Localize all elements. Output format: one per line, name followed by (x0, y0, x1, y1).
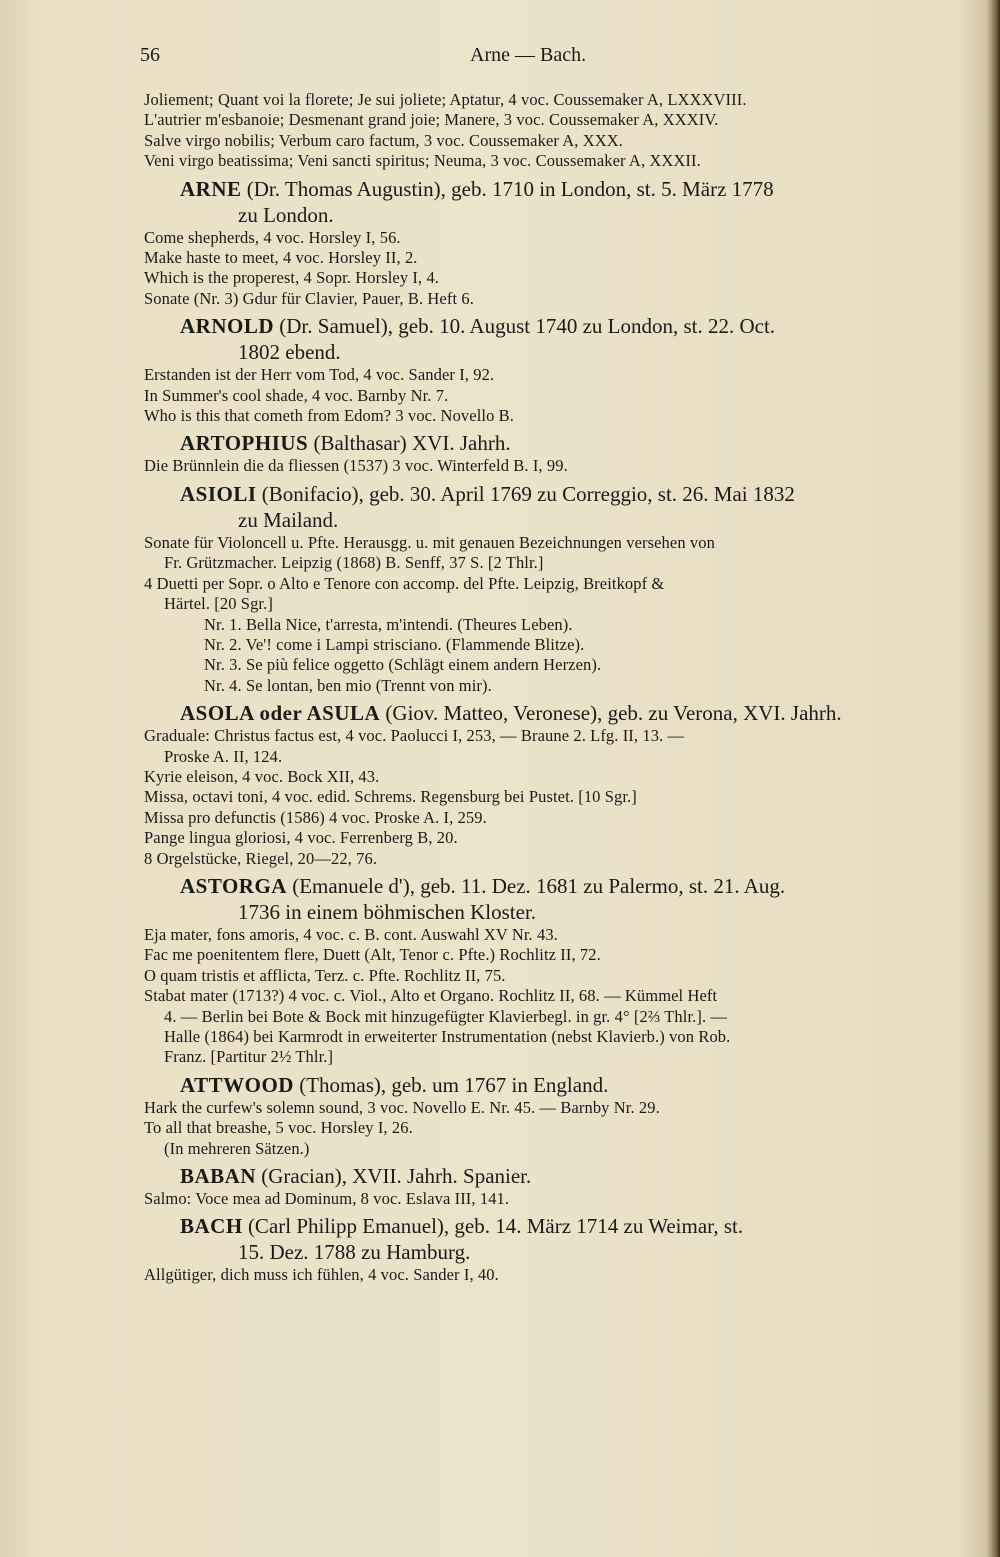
work-entry-line: 4. — Berlin bei Bote & Bock mit hinzugefügter Klavierbegl. in gr. 4° [2⅔ Thlr.]. — (164, 1006, 728, 1026)
composer-name: BABAN (180, 1164, 257, 1189)
composer-details: (Carl Philipp Emanuel), geb. 14. März 1714 zu Weimar, st. (242, 1214, 744, 1239)
composer-details: (Balthasar) XVI. Jahrh. (308, 431, 511, 456)
work-entry-line: Sonate (Nr. 3) Gdur für Clavier, Pauer, B. Heft 6. (144, 288, 474, 308)
work-entry-line: Missa, octavi toni, 4 voc. edid. Schrems. Regensburg bei Pustet. [10 Sgr.] (144, 787, 637, 807)
composer-name: ASOLA oder ASULA (180, 701, 381, 726)
composer-details: (Gracian), XVII. Jahrh. Spanier. (256, 1164, 532, 1189)
composer-name: ATTWOOD (180, 1072, 294, 1097)
composer-name: ASIOLI (180, 481, 257, 506)
composer-name: ARTOPHIUS (180, 431, 309, 456)
composer-name: BACH (180, 1214, 243, 1239)
work-entry-line: Who is this that cometh from Edom? 3 voc. Novello B. (144, 406, 514, 426)
work-entry-line: Allgütiger, dich muss ich fühlen, 4 voc. Sander I, 40. (144, 1265, 499, 1285)
work-entry-line: Die Brünnlein die da fliessen (1537) 3 voc. Winterfeld B. I, 99. (144, 456, 568, 476)
work-entry-line: Nr. 4. Se lontan, ben mio (Trennt von mir). (204, 675, 492, 695)
composer-details: (Dr. Samuel), geb. 10. August 1740 zu London, st. 22. Oct. (274, 314, 776, 339)
composer-heading (144, 176, 924, 202)
composer-heading (144, 1072, 924, 1098)
work-entry-line: Stabat mater (1713?) 4 voc. c. Viol., Alto et Organo. Rochlitz II, 68. — Kümmel Heft (144, 986, 718, 1006)
work-entry-line: Nr. 3. Se più felice oggetto (Schlägt einem andern Herzen). (204, 655, 602, 675)
work-entry-line: (In mehreren Sätzen.) (164, 1138, 310, 1158)
work-entry-line: 4 Duetti per Sopr. o Alto e Tenore con accomp. del Pfte. Leipzig, Breitkopf & (144, 573, 665, 593)
work-entry-line: Which is the properest, 4 Sopr. Horsley I, 4. (144, 268, 440, 288)
composer-heading (144, 1163, 924, 1189)
work-entry-line: Kyrie eleison, 4 voc. Bock XII, 43. (144, 766, 380, 786)
composer-details: (Dr. Thomas Augustin), geb. 1710 in London, st. 5. März 1778 (241, 176, 774, 201)
composer-heading (144, 313, 924, 339)
composer-name: ASTORGA (180, 873, 287, 898)
work-entry-line: 8 Orgelstücke, Riegel, 20—22, 76. (144, 848, 378, 868)
catalog-text (144, 90, 924, 1286)
composer-heading (144, 430, 924, 456)
composer-heading-continuation: zu Mailand. (238, 507, 339, 532)
work-entry-line: Proske A. II, 124. (164, 746, 283, 766)
work-entry-line: Fac me poenitentem flere, Duett (Alt, Tenor c. Pfte.) Rochlitz II, 72. (144, 945, 601, 965)
composer-heading-continuation: 1736 in einem böhmischen Kloster. (238, 899, 537, 924)
composer-heading-continuation: 15. Dez. 1788 zu Hamburg. (238, 1240, 471, 1265)
composer-heading (144, 481, 924, 507)
work-entry-line: Eja mater, fons amoris, 4 voc. c. B. cont. Auswahl XV Nr. 43. (144, 924, 558, 944)
work-entry-line: Nr. 2. Ve'! come i Lampi strisciano. (Flammende Blitze). (204, 634, 585, 654)
work-entry-line: Salve virgo nobilis; Verbum caro factum, 3 voc. Coussemaker A, XXX. (144, 130, 624, 150)
running-head (140, 44, 920, 74)
composer-heading (144, 1213, 924, 1239)
composer-name: ARNOLD (180, 314, 275, 339)
work-entry-line: Missa pro defunctis (1586) 4 voc. Proske A. I, 259. (144, 807, 487, 827)
book-binding-shadow (986, 0, 1000, 1557)
work-entry-line: O quam tristis et afflicta, Terz. c. Pfte. Rochlitz II, 75. (144, 965, 506, 985)
work-entry-line: Nr. 1. Bella Nice, t'arresta, m'intendi. (Theures Leben). (204, 614, 573, 634)
work-entry-line: Fr. Grützmacher. Leipzig (1868) B. Senff, 37 S. [2 Thlr.] (164, 553, 544, 573)
work-entry-line: Joliement; Quant voi la florete; Je sui joliete; Aptatur, 4 voc. Coussemaker A, LXXXVIII. (144, 90, 747, 109)
work-entry-line: L'autrier m'esbanoie; Desmenant grand joie; Manere, 3 voc. Coussemaker A, XXXIV. (144, 110, 719, 130)
page-number: 56 (140, 44, 160, 66)
composer-details: (Thomas), geb. um 1767 in England. (293, 1072, 609, 1097)
composer-heading-continuation: zu London. (238, 202, 334, 227)
work-entry-line: Hark the curfew's solemn sound, 3 voc. Novello E. Nr. 45. — Barnby Nr. 29. (144, 1097, 660, 1117)
composer-details: (Emanuele d'), geb. 11. Dez. 1681 zu Palermo, st. 21. Aug. (286, 873, 786, 898)
work-entry-line: Salmo: Voce mea ad Dominum, 8 voc. Eslava III, 141. (144, 1189, 510, 1209)
work-entry-line: In Summer's cool shade, 4 voc. Barnby Nr. 7. (144, 385, 449, 405)
work-entry-line: Pange lingua gloriosi, 4 voc. Ferrenberg B, 20. (144, 828, 458, 848)
composer-name: ARNE (180, 176, 242, 201)
work-entry-line: Erstanden ist der Herr vom Tod, 4 voc. Sander I, 92. (144, 365, 495, 385)
work-entry-line: Franz. [Partitur 2½ Thlr.] (164, 1047, 334, 1067)
work-entry-line: Halle (1864) bei Karmrodt in erweiterter Instrumentation (nebst Klavierb.) von Rob. (164, 1027, 731, 1046)
composer-heading-continuation: 1802 ebend. (238, 340, 341, 365)
work-entry-line: Härtel. [20 Sgr.] (164, 594, 273, 614)
work-entry-line: Sonate für Violoncell u. Pfte. Herausgg. u. mit genauen Bezeichnungen versehen von (144, 532, 715, 552)
composer-heading (144, 700, 924, 726)
work-entry-line: Veni virgo beatissima; Veni sancti spiritus; Neuma, 3 voc. Coussemaker A, XXXII. (144, 151, 701, 171)
running-title: Arne — Bach. (470, 44, 587, 66)
composer-details: (Giov. Matteo, Veronese), geb. zu Verona, XVI. Jahrh. (380, 701, 842, 726)
work-entry-line: Make haste to meet, 4 voc. Horsley II, 2. (144, 248, 418, 268)
work-entry-line: Come shepherds, 4 voc. Horsley I, 56. (144, 227, 401, 247)
composer-details: (Bonifacio), geb. 30. April 1769 zu Correggio, st. 26. Mai 1832 (256, 481, 795, 506)
work-entry-line: Graduale: Christus factus est, 4 voc. Paolucci I, 253, — Braune 2. Lfg. II, 13. — (144, 726, 685, 746)
composer-heading (144, 873, 924, 899)
work-entry-line: To all that breashe, 5 voc. Horsley I, 26. (144, 1118, 413, 1138)
